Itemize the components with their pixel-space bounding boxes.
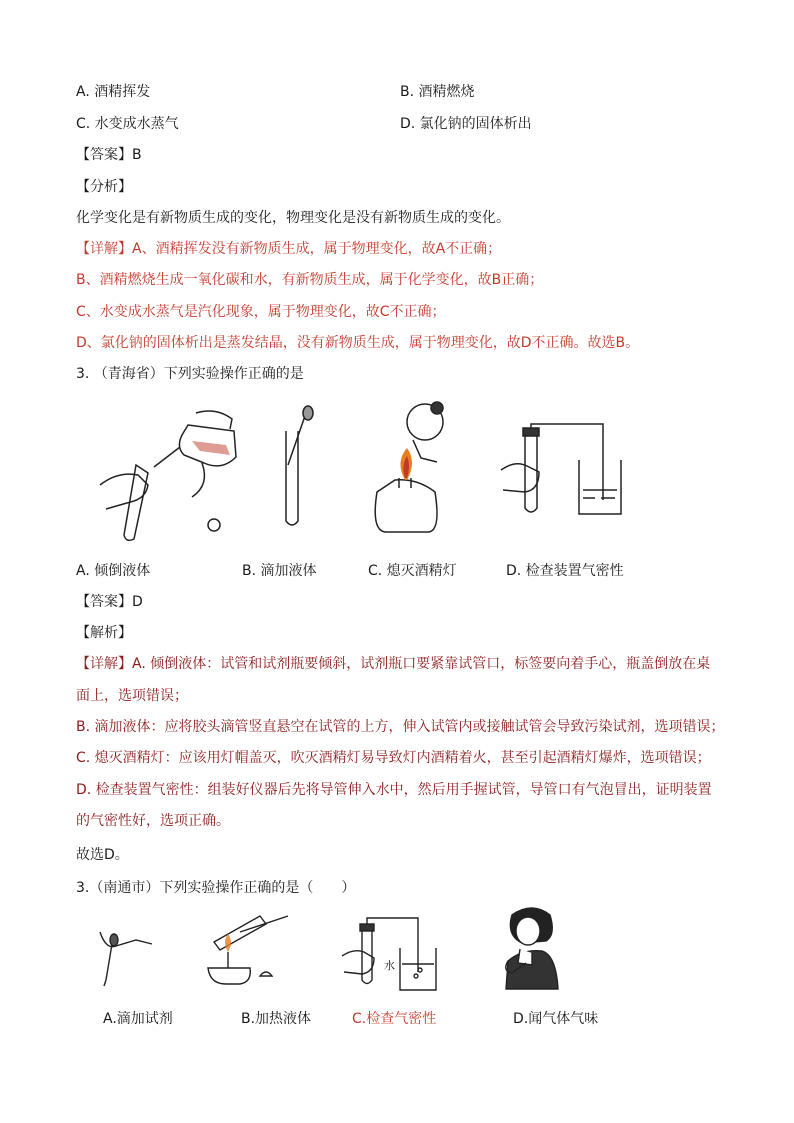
q2-detail-c: C、水变成水蒸气是汽化现象，属于物理变化，故C不正确； xyxy=(76,304,446,320)
q4-option-a: A.滴加试剂 xyxy=(103,1011,173,1027)
q2-option-d: D. 氯化钠的固体析出 xyxy=(400,116,532,132)
woman-smelling-icon xyxy=(492,905,572,990)
pour-liquid-icon xyxy=(96,405,246,550)
q3-option-c: C. 熄灭酒精灯 xyxy=(368,563,457,579)
q3-answer: 【答案】D xyxy=(76,594,143,610)
alcohol-lamp-icon xyxy=(365,400,450,545)
add-reagent-figure xyxy=(96,920,156,990)
q2-analysis: 化学变化是有新物质生成的变化，物理变化是没有新物质生成的变化。 xyxy=(76,210,510,226)
q3-option-b: B. 滴加液体 xyxy=(242,563,317,579)
q2-option-b: B. 酒精燃烧 xyxy=(400,84,475,100)
q3-detail-b: B. 滴加液体：应将胶头滴管竖直悬空在试管的上方，伸入试管内或接触试管会导致污染试剂，选项错误； xyxy=(76,719,725,735)
airtightness-icon xyxy=(495,420,625,520)
q4-option-c: C.检查气密性 xyxy=(352,1011,437,1027)
airtightness-check-figure xyxy=(495,420,625,520)
q4-option-b: B.加热液体 xyxy=(241,1011,312,1027)
airtightness-water-icon xyxy=(340,910,440,995)
blow-out-lamp-figure xyxy=(365,400,450,545)
pour-liquid-figure xyxy=(96,405,246,550)
q2-option-a: A. 酒精挥发 xyxy=(76,84,151,100)
q3-analysis-title: 【解析】 xyxy=(76,625,132,641)
check-airtightness-figure xyxy=(340,910,440,995)
dropper-icon xyxy=(278,405,318,535)
q3-detail-d1: D. 检查装置气密性：组装好仪器后先将导管伸入水中，然后用手握试管，导管口有气泡冒出，证明装置 xyxy=(76,782,712,798)
q3-conclusion: 故选D。 xyxy=(76,847,129,863)
q2-answer: 【答案】B xyxy=(76,147,142,163)
q4-option-d: D.闻气体气味 xyxy=(513,1011,599,1027)
dropper-figure xyxy=(278,405,318,535)
q2-option-c: C. 水变成水蒸气 xyxy=(76,116,179,132)
dropper-hand-icon xyxy=(96,920,156,990)
heating-tube-icon xyxy=(200,912,290,992)
q3-option-a: A. 倾倒液体 xyxy=(76,563,151,579)
q2-detail-b: B、酒精燃烧生成一氧化碳和水，有新物质生成，属于化学变化，故B正确； xyxy=(76,272,544,288)
water-label: 水 xyxy=(384,959,395,972)
q3-detail-a2: 面上，选项错误； xyxy=(76,688,188,704)
q3-detail-a1: 【详解】A. 倾倒液体：试管和试剂瓶要倾斜，试剂瓶口要紧靠试管口，标签要向着手心，瓶盖倒放在桌 xyxy=(76,656,711,672)
q2-analysis-title: 【分析】 xyxy=(76,179,132,195)
q2-detail-d: D、氯化钠的固体析出是蒸发结晶，没有新物质生成，属于物理变化，故D不正确。故选B。 xyxy=(76,335,640,351)
q3-detail-d2: 的气密性好，选项正确。 xyxy=(76,813,230,829)
q2-detail-a: 【详解】A、酒精挥发没有新物质生成，属于物理变化，故A不正确； xyxy=(76,241,502,257)
heat-liquid-figure xyxy=(200,912,290,992)
q3-option-d: D. 检查装置气密性 xyxy=(506,563,624,579)
q4-stem: 3.（南通市）下列实验操作正确的是（ ） xyxy=(76,880,356,896)
q3-stem: 3. （青海省）下列实验操作正确的是 xyxy=(76,366,304,382)
smell-gas-figure xyxy=(492,905,572,990)
q3-detail-c: C. 熄灭酒精灯：应该用灯帽盖灭，吹灭酒精灯易导致灯内酒精着火，甚至引起酒精灯爆炸，选项错误； xyxy=(76,750,711,766)
